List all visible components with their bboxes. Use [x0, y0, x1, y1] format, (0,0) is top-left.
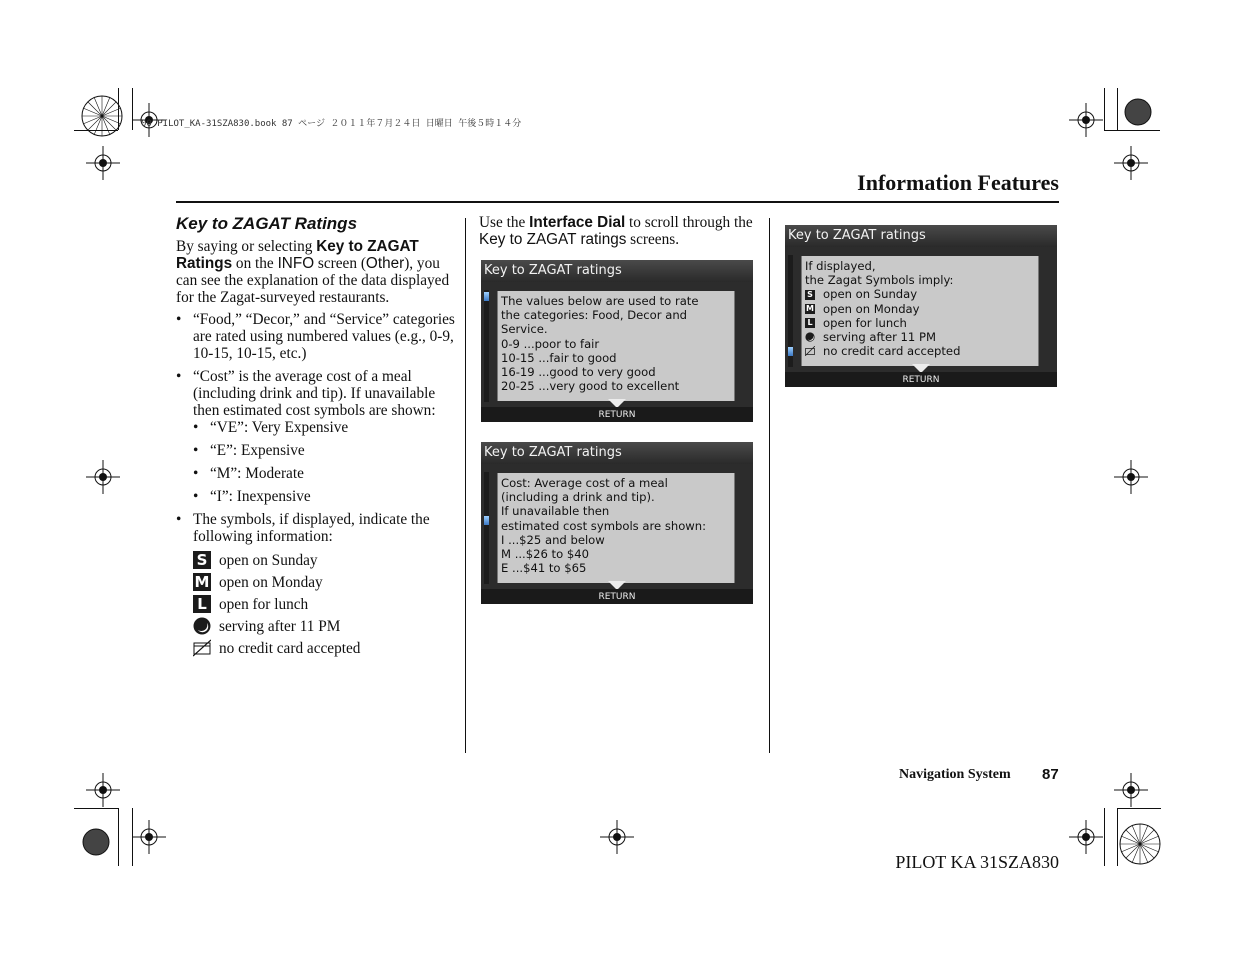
crosshair-mark	[132, 820, 166, 854]
return-button[interactable]: RETURN	[481, 407, 753, 422]
symbol-item	[193, 615, 456, 637]
bullet-cost	[176, 368, 456, 505]
moon-icon	[805, 332, 815, 342]
title-rule	[176, 201, 1059, 203]
interface-dial-label: Interface Dial	[529, 214, 626, 231]
symbol-item	[193, 549, 456, 571]
screen-line: If unavailable then	[501, 504, 610, 519]
screen-title: Key to ZAGAT ratings	[481, 260, 753, 282]
intro-paragraph	[176, 238, 456, 306]
trim-line	[118, 808, 119, 866]
trim-line	[132, 808, 133, 866]
trim-line	[1104, 130, 1160, 131]
no-credit-card-icon	[193, 639, 211, 657]
screen-line: I ...$25 and below	[501, 532, 605, 547]
lunch-icon: L	[805, 318, 815, 328]
registration-mark-top-right	[1120, 94, 1156, 130]
cost-symbol: • “M”: Moderate	[193, 465, 456, 482]
model-code: PILOT KA 31SZA830	[895, 852, 1059, 872]
screen-line: 0-9 ...poor to fair	[501, 336, 600, 351]
screen-symbol-line	[805, 287, 1038, 301]
bullet-cost-text: “Cost” is the average cost of a meal (including drink and tip). If unavailable then estimated cost symbols are shown:	[193, 368, 436, 419]
section-heading: Key to ZAGAT Ratings	[176, 214, 358, 233]
trim-line	[1117, 88, 1118, 130]
no-credit-card-icon	[805, 346, 815, 356]
trim-line	[132, 88, 133, 130]
crosshair-mark	[1114, 773, 1148, 807]
moon-icon	[193, 617, 211, 635]
print-header: 00 PILOT_KA-31SZA830.book 87 ページ ２０１１年７月２４日 日曜日 午後５時１４分	[141, 119, 522, 129]
cost-symbol: • “E”: Expensive	[193, 442, 456, 459]
screen-line: The values below are used to rate	[501, 294, 699, 308]
monday-icon: M	[806, 303, 814, 313]
instruction-text: to scroll through the	[625, 214, 753, 231]
screen-symbol-label: open on Sunday	[823, 287, 918, 302]
zagat-section	[176, 214, 456, 659]
trim-line	[1104, 88, 1105, 130]
screen-line: 10-15 ...fair to good	[501, 350, 617, 365]
cost-symbol: • “VE”: Very Expensive	[193, 419, 456, 436]
trim-line	[118, 88, 119, 130]
registration-mark-bottom-left	[78, 824, 114, 860]
screen-line: Cost: Average cost of a meal	[501, 476, 668, 490]
scroll-instruction	[479, 214, 759, 248]
zagat-screen-symbols	[785, 225, 1057, 387]
scroll-thumb[interactable]	[484, 516, 489, 525]
crosshair-mark	[86, 146, 120, 180]
sunday-icon: S	[193, 551, 211, 569]
intro-other: Other	[365, 255, 405, 272]
crosshair-mark	[1069, 103, 1103, 137]
column-divider	[465, 218, 466, 753]
instruction-text: Use the	[479, 214, 530, 231]
screen-symbol-line	[805, 330, 1038, 344]
trim-line	[74, 130, 118, 131]
symbol-list	[176, 549, 456, 659]
screen-symbol-label: open for lunch	[823, 315, 907, 330]
screen-symbol-label: open on Monday	[823, 301, 920, 316]
symbol-label: serving after 11 PM	[219, 617, 341, 635]
zagat-screen-ratings	[481, 260, 753, 422]
scroll-thumb[interactable]	[788, 347, 793, 356]
scrollbar[interactable]	[484, 472, 489, 584]
screen-line: estimated cost symbols are shown:	[501, 518, 707, 533]
screen-line: (including a drink and tip).	[501, 490, 655, 505]
cost-symbol: • “I”: Inexpensive	[193, 488, 456, 505]
screen-symbol-label: serving after 11 PM	[823, 330, 936, 345]
screen-line: Service.	[501, 322, 548, 337]
screen-symbol-label: no credit card accepted	[823, 344, 961, 359]
screen-line: If displayed,	[805, 259, 876, 273]
crosshair-mark	[86, 460, 120, 494]
screen-line: 20-25 ...very good to excellent	[501, 379, 680, 394]
symbol-item	[193, 571, 456, 593]
symbol-label: open for lunch	[219, 595, 309, 613]
instruction-text: screens.	[626, 231, 680, 248]
intro-text: screen (	[314, 255, 366, 272]
crosshair-mark	[1114, 460, 1148, 494]
trim-line	[74, 808, 118, 809]
scrollbar[interactable]	[788, 255, 793, 367]
intro-info-screen: INFO	[277, 255, 315, 272]
bullet-list	[176, 311, 456, 545]
screen-line: M ...$26 to $40	[501, 547, 590, 562]
screen-line: E ...$41 to $65	[501, 561, 587, 576]
sunday-icon: S	[805, 290, 815, 300]
zagat-screen-cost	[481, 442, 753, 604]
trim-line	[1117, 808, 1118, 866]
screen-line: 16-19 ...good to very good	[501, 365, 656, 380]
intro-text: on the	[232, 255, 278, 272]
screen-symbol-line	[805, 316, 1038, 330]
scrollbar[interactable]	[484, 290, 489, 402]
page-number: 87	[1042, 766, 1059, 783]
screen-body	[497, 291, 735, 401]
trim-line	[1104, 808, 1105, 866]
monday-icon: M	[194, 573, 210, 591]
intro-text: ), you can see the explanation of the data displayed for the Zagat-surveyed restaurants.	[176, 255, 450, 306]
screen-title: Key to ZAGAT ratings	[481, 442, 753, 464]
registration-mark-bottom-right	[1118, 822, 1162, 866]
screen-symbol-line	[805, 344, 1038, 358]
screen-symbol-line	[805, 302, 1038, 316]
symbol-item	[193, 593, 456, 615]
trim-line	[1117, 808, 1161, 809]
symbol-label: open on Sunday	[219, 551, 318, 569]
screen-line: the categories: Food, Decor and	[501, 308, 688, 323]
screen-title: Key to ZAGAT ratings	[785, 225, 1057, 247]
return-button[interactable]: RETURN	[481, 589, 753, 604]
lunch-icon: L	[193, 595, 211, 613]
page-title: Information Features	[857, 170, 1059, 195]
cost-symbol-list	[193, 419, 456, 505]
return-button[interactable]: RETURN	[785, 372, 1057, 387]
screen-name-label: Key to ZAGAT ratings	[479, 231, 627, 248]
symbol-label: no credit card accepted	[219, 639, 361, 657]
crosshair-mark	[86, 773, 120, 807]
bullet-symbols: • The symbols, if displayed, indicate the following information:	[176, 511, 456, 545]
scroll-thumb[interactable]	[484, 292, 489, 301]
column-divider	[769, 218, 770, 753]
crosshair-mark	[1069, 820, 1103, 854]
symbol-item	[193, 637, 456, 659]
bullet-rating-categories: • “Food,” “Decor,” and “Service” categories are rated using numbered values (e.g., 0-9, 10-15, 10-15, etc.)	[176, 311, 456, 362]
crosshair-mark	[600, 820, 634, 854]
crosshair-mark	[1114, 146, 1148, 180]
footer-section-label: Navigation System	[899, 767, 1011, 782]
screen-body	[497, 473, 735, 583]
symbol-label: open on Monday	[219, 573, 323, 591]
screen-body	[801, 256, 1039, 366]
intro-text: By saying or selecting	[176, 238, 317, 255]
intro-command: Key to ZAGAT Ratings	[176, 238, 419, 272]
screen-line: the Zagat Symbols imply:	[805, 273, 954, 288]
